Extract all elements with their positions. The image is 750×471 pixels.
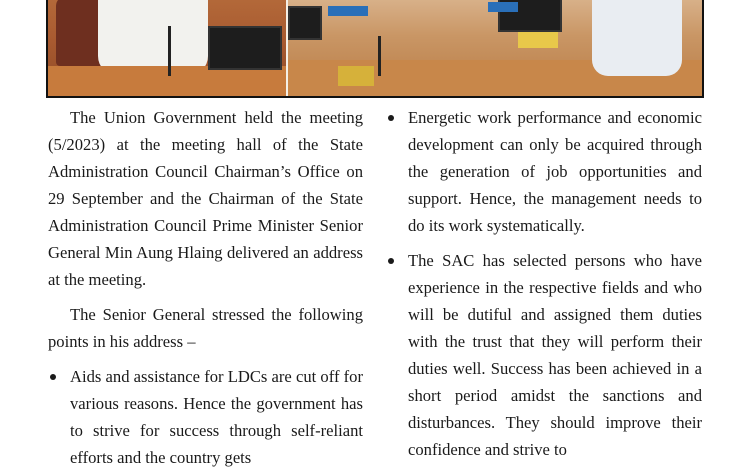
list-item: [386, 247, 702, 463]
photo-right-panel: [288, 0, 702, 96]
left-bullet-list: [48, 363, 363, 471]
right-bullet-list: [386, 104, 702, 463]
microphone-icon: [168, 26, 171, 76]
desk: [48, 66, 286, 96]
intro-paragraph: The Union Government held the meeting (5/2023) at the meeting hall of the State Administration Council Chairman’s Office on 29 September and the Chairman of the State Administration Council Prime Minister Senior General Min Aung Hlaing delivered an address at the meeting.: [48, 108, 363, 289]
chairman-figure: [98, 0, 208, 76]
nameplate: [328, 6, 368, 16]
tissue-box: [518, 32, 558, 48]
meeting-photo: [46, 0, 704, 98]
points-intro-paragraph: The Senior General stressed the following points in his address –: [48, 305, 363, 351]
list-item-text: Energetic work performance and economic development can only be acquired through the generation of job opportunities and support. Hence, the management needs to do its work systematically.: [408, 108, 702, 235]
list-item: [48, 363, 363, 471]
bullet-icon: [388, 258, 394, 264]
list-item: [386, 104, 702, 239]
list-item-text: Aids and assistance for LDCs are cut off for various reasons. Hence the government has to strive for success through self-reliant efforts and the country gets: [70, 367, 363, 467]
monitor-icon: [208, 26, 282, 70]
list-item-text: The SAC has selected persons who have experience in the respective fields and who will be dutiful and assigned them duties with the trust that they will perform their duties well. Success has been achieved in a short period amidst the sanctions and disturbances. They should improve their confidence and strive to: [408, 251, 702, 459]
left-column: [48, 104, 363, 471]
nameplate: [488, 2, 518, 12]
tissue-box: [338, 66, 374, 86]
bullet-icon: [388, 115, 394, 121]
photo-left-panel: [48, 0, 286, 96]
official-figure: [592, 0, 682, 76]
right-column: [386, 104, 702, 463]
bullet-icon: [50, 374, 56, 380]
monitor-icon: [288, 6, 322, 40]
microphone-icon: [378, 36, 381, 76]
